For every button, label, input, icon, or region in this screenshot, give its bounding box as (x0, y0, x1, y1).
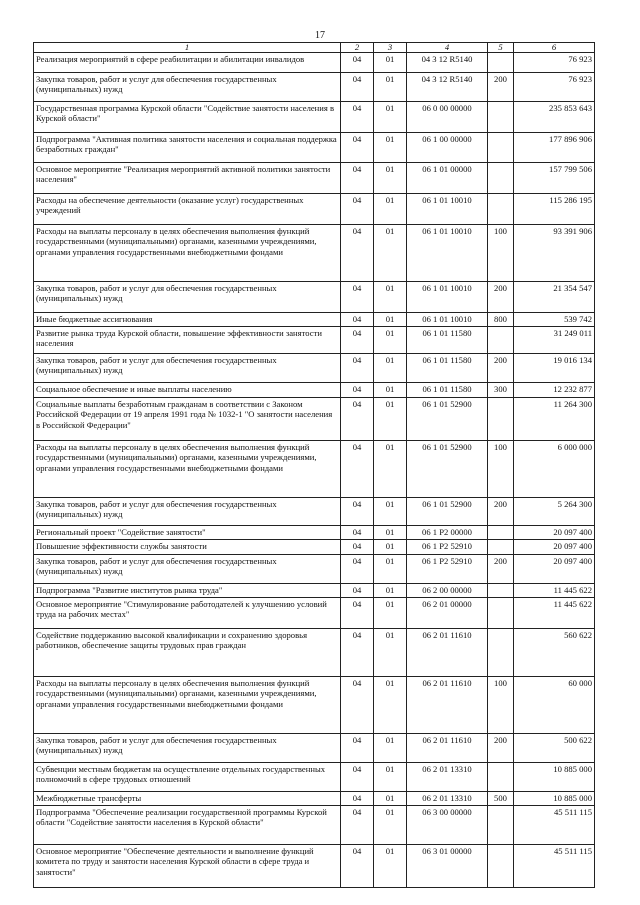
row-vr-cell: 200 (488, 734, 514, 763)
row-csr-cell: 06 1 01 52900 (407, 498, 488, 526)
row-sum-cell: 76 923 (514, 53, 595, 73)
page-number: 17 (315, 30, 325, 41)
row-csr-cell: 06 2 01 00000 (407, 598, 488, 629)
row-csr-cell: 06 1 00 00000 (407, 133, 488, 163)
row-vr-cell (488, 163, 514, 194)
row-sum-cell: 11 445 622 (514, 584, 595, 598)
row-pr-cell: 01 (374, 282, 407, 313)
row-sum-cell: 60 000 (514, 677, 595, 734)
row-sum-cell: 539 742 (514, 313, 595, 327)
table-row (34, 540, 595, 555)
row-sum-cell: 10 885 000 (514, 763, 595, 792)
table-row (34, 163, 595, 194)
row-csr-cell: 06 1 01 52900 (407, 441, 488, 498)
row-rz-cell: 04 (341, 540, 374, 555)
row-sum-cell: 235 853 643 (514, 102, 595, 133)
row-vr-cell: 100 (488, 677, 514, 734)
row-name-cell: Межбюджетные трансферты (34, 792, 341, 806)
row-csr-cell: 06 1 01 52900 (407, 398, 488, 441)
row-pr-cell: 01 (374, 441, 407, 498)
table-row (34, 383, 595, 398)
row-pr-cell: 01 (374, 102, 407, 133)
header-sum: 6 (514, 43, 595, 53)
row-name-cell: Основное мероприятие "Обеспечение деятельности и выполнение функций комитета по труду и занятости населения Курской области в сфере труда и занятости" (34, 845, 341, 888)
row-pr-cell: 01 (374, 540, 407, 555)
row-pr-cell: 01 (374, 73, 407, 102)
row-pr-cell: 01 (374, 194, 407, 225)
table-row (34, 102, 595, 133)
row-rz-cell: 04 (341, 133, 374, 163)
row-name-cell: Закупка товаров, работ и услуг для обеспечения государственных (муниципальных) нужд (34, 282, 341, 313)
row-name-cell: Реализация мероприятий в сфере реабилитации и абилитации инвалидов (34, 53, 341, 73)
row-rz-cell: 04 (341, 53, 374, 73)
row-rz-cell: 04 (341, 792, 374, 806)
row-vr-cell: 200 (488, 282, 514, 313)
table-row (34, 498, 595, 526)
row-vr-cell (488, 845, 514, 888)
table-row (34, 763, 595, 792)
row-sum-cell: 560 622 (514, 629, 595, 677)
row-pr-cell: 01 (374, 327, 407, 354)
table-row (34, 441, 595, 498)
row-csr-cell: 06 1 P2 00000 (407, 526, 488, 540)
row-name-cell: Подпрограмма "Развитие институтов рынка труда" (34, 584, 341, 598)
row-csr-cell: 06 1 P2 52910 (407, 540, 488, 555)
row-rz-cell: 04 (341, 398, 374, 441)
table-row (34, 133, 595, 163)
row-name-cell: Содействие поддержанию высокой квалификации и сохранению здоровья работников, обеспечение защиты трудовых прав граждан (34, 629, 341, 677)
row-csr-cell: 06 0 00 00000 (407, 102, 488, 133)
header-vr: 5 (488, 43, 514, 53)
row-vr-cell: 800 (488, 313, 514, 327)
row-name-cell: Расходы на выплаты персоналу в целях обеспечения выполнения функций государственными (муниципальными) органами, казенными учреждениями, органами управления государственными внебюджетными фондами (34, 677, 341, 734)
row-vr-cell: 100 (488, 225, 514, 282)
table-row (34, 354, 595, 383)
row-sum-cell: 157 799 506 (514, 163, 595, 194)
row-rz-cell: 04 (341, 598, 374, 629)
header-rz: 2 (341, 43, 374, 53)
row-csr-cell: 06 1 01 00000 (407, 163, 488, 194)
row-vr-cell (488, 102, 514, 133)
header-name: 1 (34, 43, 341, 53)
row-vr-cell (488, 194, 514, 225)
row-pr-cell: 01 (374, 555, 407, 584)
row-vr-cell (488, 598, 514, 629)
table-row (34, 225, 595, 282)
row-sum-cell: 45 511 115 (514, 845, 595, 888)
row-vr-cell: 200 (488, 73, 514, 102)
row-vr-cell: 300 (488, 383, 514, 398)
row-vr-cell: 200 (488, 354, 514, 383)
table-row (34, 327, 595, 354)
row-name-cell: Расходы на выплаты персоналу в целях обеспечения выполнения функций государственными (муниципальными) органами, казенными учреждениями, органами управления государственными внебюджетными фондами (34, 225, 341, 282)
row-vr-cell (488, 327, 514, 354)
row-name-cell: Социальные выплаты безработным гражданам в соответствии с Законом Российской Федерации от 19 апреля 1991 года № 1032-1 "О занятости населения в Российской Федерации" (34, 398, 341, 441)
row-rz-cell: 04 (341, 327, 374, 354)
row-pr-cell: 01 (374, 763, 407, 792)
row-name-cell: Государственная программа Курской области "Содействие занятости населения в Курской области" (34, 102, 341, 133)
table-row (34, 734, 595, 763)
row-vr-cell: 500 (488, 792, 514, 806)
row-name-cell: Расходы на выплаты персоналу в целях обеспечения выполнения функций государственными (муниципальными) органами, казенными учреждениями, органами управления государственными внебюджетными фондами (34, 441, 341, 498)
row-rz-cell: 04 (341, 441, 374, 498)
row-pr-cell: 01 (374, 845, 407, 888)
row-sum-cell: 5 264 300 (514, 498, 595, 526)
row-pr-cell: 01 (374, 225, 407, 282)
row-csr-cell: 06 1 01 11580 (407, 383, 488, 398)
row-pr-cell: 01 (374, 354, 407, 383)
row-pr-cell: 01 (374, 526, 407, 540)
row-sum-cell: 20 097 400 (514, 540, 595, 555)
row-vr-cell: 200 (488, 498, 514, 526)
row-pr-cell: 01 (374, 629, 407, 677)
table-row (34, 194, 595, 225)
table-row (34, 73, 595, 102)
row-csr-cell: 06 2 00 00000 (407, 584, 488, 598)
row-rz-cell: 04 (341, 354, 374, 383)
row-sum-cell: 21 354 547 (514, 282, 595, 313)
row-rz-cell: 04 (341, 677, 374, 734)
row-pr-cell: 01 (374, 313, 407, 327)
row-name-cell: Субвенции местным бюджетам на осуществление отдельных государственных полномочий в сфере трудовых отношений (34, 763, 341, 792)
table-row (34, 598, 595, 629)
row-name-cell: Закупка товаров, работ и услуг для обеспечения государственных (муниципальных) нужд (34, 498, 341, 526)
table-row (34, 555, 595, 584)
row-name-cell: Региональный проект "Содействие занятости" (34, 526, 341, 540)
table-row (34, 53, 595, 73)
row-vr-cell (488, 806, 514, 845)
row-csr-cell: 06 1 01 10010 (407, 282, 488, 313)
row-sum-cell: 6 000 000 (514, 441, 595, 498)
row-rz-cell: 04 (341, 498, 374, 526)
row-rz-cell: 04 (341, 73, 374, 102)
row-sum-cell: 12 232 877 (514, 383, 595, 398)
header-pr: 3 (374, 43, 407, 53)
row-name-cell: Закупка товаров, работ и услуг для обеспечения государственных (муниципальных) нужд (34, 354, 341, 383)
row-vr-cell (488, 526, 514, 540)
row-vr-cell (488, 398, 514, 441)
row-rz-cell: 04 (341, 734, 374, 763)
table-row (34, 677, 595, 734)
table-row (34, 526, 595, 540)
row-vr-cell (488, 584, 514, 598)
row-csr-cell: 06 2 01 11610 (407, 677, 488, 734)
row-sum-cell: 20 097 400 (514, 555, 595, 584)
budget-table (33, 42, 595, 888)
table-row (34, 792, 595, 806)
row-name-cell: Закупка товаров, работ и услуг для обеспечения государственных (муниципальных) нужд (34, 73, 341, 102)
row-name-cell: Подпрограмма "Обеспечение реализации государственной программы Курской области "Содействие занятости населения в Курской области" (34, 806, 341, 845)
row-name-cell: Иные бюджетные ассигнования (34, 313, 341, 327)
row-pr-cell: 01 (374, 734, 407, 763)
row-sum-cell: 10 885 000 (514, 792, 595, 806)
row-pr-cell: 01 (374, 163, 407, 194)
row-name-cell: Развитие рынка труда Курской области, повышение эффективности занятости населения (34, 327, 341, 354)
row-name-cell: Повышение эффективности службы занятости (34, 540, 341, 555)
row-pr-cell: 01 (374, 677, 407, 734)
row-rz-cell: 04 (341, 383, 374, 398)
row-csr-cell: 06 1 P2 52910 (407, 555, 488, 584)
row-pr-cell: 01 (374, 584, 407, 598)
row-rz-cell: 04 (341, 282, 374, 313)
table-row (34, 629, 595, 677)
row-pr-cell: 01 (374, 53, 407, 73)
row-csr-cell: 06 2 01 11610 (407, 629, 488, 677)
row-rz-cell: 04 (341, 763, 374, 792)
row-rz-cell: 04 (341, 313, 374, 327)
row-sum-cell: 20 097 400 (514, 526, 595, 540)
row-name-cell: Социальное обеспечение и иные выплаты населению (34, 383, 341, 398)
row-csr-cell: 06 3 00 00000 (407, 806, 488, 845)
row-name-cell: Расходы на обеспечение деятельности (оказание услуг) государственных учреждений (34, 194, 341, 225)
row-pr-cell: 01 (374, 133, 407, 163)
row-rz-cell: 04 (341, 102, 374, 133)
row-rz-cell: 04 (341, 845, 374, 888)
row-name-cell: Закупка товаров, работ и услуг для обеспечения государственных (муниципальных) нужд (34, 734, 341, 763)
row-vr-cell (488, 763, 514, 792)
row-name-cell: Закупка товаров, работ и услуг для обеспечения государственных (муниципальных) нужд (34, 555, 341, 584)
row-sum-cell: 11 264 300 (514, 398, 595, 441)
row-pr-cell: 01 (374, 792, 407, 806)
table-body (34, 53, 595, 888)
row-pr-cell: 01 (374, 398, 407, 441)
row-csr-cell: 06 1 01 11580 (407, 327, 488, 354)
row-rz-cell: 04 (341, 163, 374, 194)
row-csr-cell: 06 2 01 13310 (407, 792, 488, 806)
row-rz-cell: 04 (341, 629, 374, 677)
row-rz-cell: 04 (341, 194, 374, 225)
row-csr-cell: 06 1 01 10010 (407, 313, 488, 327)
row-pr-cell: 01 (374, 383, 407, 398)
row-vr-cell (488, 133, 514, 163)
row-vr-cell (488, 53, 514, 73)
row-pr-cell: 01 (374, 806, 407, 845)
row-vr-cell (488, 540, 514, 555)
row-name-cell: Основное мероприятие "Реализация мероприятий активной политики занятости населения" (34, 163, 341, 194)
table-row (34, 806, 595, 845)
row-rz-cell: 04 (341, 584, 374, 598)
row-vr-cell: 200 (488, 555, 514, 584)
table-row (34, 282, 595, 313)
row-csr-cell: 06 3 01 00000 (407, 845, 488, 888)
row-name-cell: Основное мероприятие "Стимулирование работодателей к улучшению условий труда на рабочих местах" (34, 598, 341, 629)
row-sum-cell: 93 391 906 (514, 225, 595, 282)
row-rz-cell: 04 (341, 526, 374, 540)
row-sum-cell: 11 445 622 (514, 598, 595, 629)
row-rz-cell: 04 (341, 806, 374, 845)
table-row (34, 398, 595, 441)
row-name-cell: Подпрограмма "Активная политика занятости населения и социальная поддержка безработных граждан" (34, 133, 341, 163)
row-sum-cell: 31 249 011 (514, 327, 595, 354)
row-vr-cell (488, 629, 514, 677)
row-sum-cell: 500 622 (514, 734, 595, 763)
row-sum-cell: 76 923 (514, 73, 595, 102)
table-row (34, 584, 595, 598)
row-csr-cell: 04 3 12 R5140 (407, 73, 488, 102)
row-csr-cell: 06 1 01 10010 (407, 225, 488, 282)
table-row (34, 313, 595, 327)
row-vr-cell: 100 (488, 441, 514, 498)
row-csr-cell: 06 1 01 10010 (407, 194, 488, 225)
row-sum-cell: 45 511 115 (514, 806, 595, 845)
row-csr-cell: 04 3 12 R5140 (407, 53, 488, 73)
row-rz-cell: 04 (341, 555, 374, 584)
row-csr-cell: 06 2 01 13310 (407, 763, 488, 792)
row-rz-cell: 04 (341, 225, 374, 282)
row-sum-cell: 115 286 195 (514, 194, 595, 225)
row-sum-cell: 177 896 906 (514, 133, 595, 163)
table-row (34, 845, 595, 888)
row-csr-cell: 06 2 01 11610 (407, 734, 488, 763)
table-header-row (34, 43, 595, 53)
row-csr-cell: 06 1 01 11580 (407, 354, 488, 383)
row-pr-cell: 01 (374, 598, 407, 629)
row-sum-cell: 19 016 134 (514, 354, 595, 383)
header-csr: 4 (407, 43, 488, 53)
row-pr-cell: 01 (374, 498, 407, 526)
